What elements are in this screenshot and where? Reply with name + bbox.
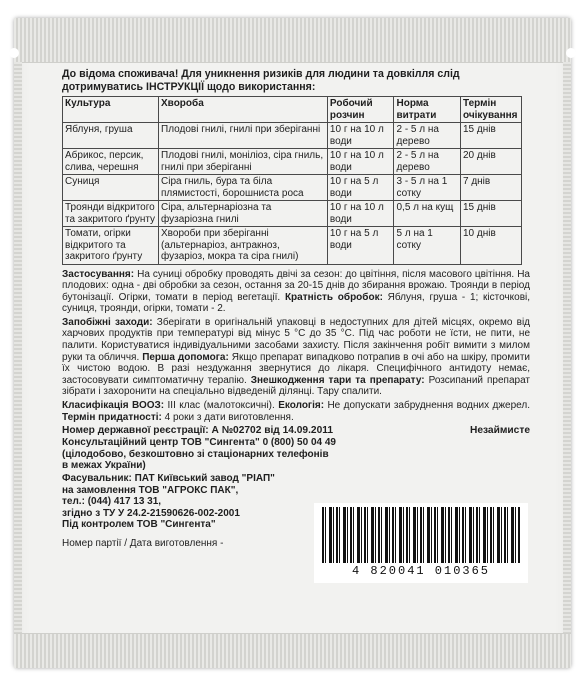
first-aid-label: Перша допомога:: [142, 351, 229, 363]
tear-notch-right: [566, 48, 576, 58]
first-aid-text: Якщо препарат випадково потрапив в очі або на шкіру, промити їх чистою водою. В разі нездужання звернутися до лікаря. Специфічного антидоту немає, застосовувати симптоматичну терапію.: [62, 351, 530, 386]
cell-waiting: 7 днів: [460, 175, 521, 201]
cell-waiting: 10 днів: [460, 227, 521, 265]
batch-date-line: Номер партії / Дата виготовлення -: [62, 538, 224, 550]
ecology-text: Не допускати забруднення водних джерел.: [324, 400, 531, 412]
header-waiting: Термін очікування: [460, 97, 521, 123]
cell-solution: 10 г на 10 л води: [327, 123, 394, 149]
cell-disease: Плодові гнилі, гнилі при зберіганні: [159, 123, 328, 149]
cell-solution: 10 г на 10 л води: [327, 149, 394, 175]
consult-line: в межах України): [62, 460, 146, 472]
left-seal: [14, 62, 22, 634]
cell-crop: Яблуня, груша: [63, 123, 159, 149]
cell-disease: Плодові гнилі, моніліоз, сіра гниль, гнилі при зберіганні: [159, 149, 328, 175]
cell-rate: 3 - 5 л на 1 сотку: [394, 175, 461, 201]
cell-solution: 10 г на 5 л води: [327, 175, 394, 201]
cell-crop: Абрикос, персик, слива, черешня: [63, 149, 159, 175]
cell-solution: 10 г на 10 л води: [327, 201, 394, 227]
usage-table: [62, 96, 522, 265]
top-seal: [14, 18, 571, 63]
cell-crop: Суниця: [63, 175, 159, 201]
classification-section: [62, 400, 530, 423]
header-crop: Культура: [63, 97, 159, 123]
header-rate: Норма витрати: [394, 97, 461, 123]
table-row: [63, 149, 522, 175]
disposal-text: Розсипаний препарат зібрати і захоронити на спеціально відведеній ділянці. Тару спалити.: [62, 374, 530, 398]
precautions-label: Запобіжні заходи:: [62, 316, 153, 328]
packer-line: тел.: (044) 417 13 31,: [62, 496, 162, 508]
cell-solution: 10 г на 5 л води: [327, 227, 394, 265]
right-seal: [563, 62, 571, 634]
header-solution: Робочий розчин: [327, 97, 394, 123]
cell-waiting: 15 днів: [460, 123, 521, 149]
consultation-center: [62, 437, 530, 471]
non-flammable-badge: Незаймисте: [469, 425, 530, 437]
barcode-image: [322, 507, 520, 563]
packer-line: на замовлення ТОВ "АГРОКС ПАК",: [62, 484, 239, 496]
application-label: Застосування:: [62, 268, 135, 280]
classification-label: Класифікація ВООЗ:: [62, 400, 165, 412]
cell-rate: 5 л на 1 сотку: [394, 227, 461, 265]
precautions-text: Зберігати в оригінальній упаковці в недоступних для дітей місцях, окремо від харчових продуктів при температурі від мінус 5 °С до 35 °С. Під час роботи не їсти, не пити, не палити. Користуватися індивідуальними засобами захисту. Після закінчення робіт вимити з милом руки та обличчя.: [62, 316, 530, 363]
table-row: [63, 227, 522, 265]
table-row: [63, 123, 522, 149]
consult-line: (цілодобово, безкоштовно зі стаціонарних телефонів: [62, 448, 329, 460]
bottom-seal: [14, 633, 571, 668]
precautions-section: [62, 317, 530, 398]
cell-crop: Троянди відкритого та закритого ґрунту: [63, 201, 159, 227]
application-section: [62, 269, 530, 315]
packer-line: згідно з ТУ У 24.2-21590626-002-2001: [62, 507, 240, 519]
shelf-life-label: Термін придатності:: [62, 411, 162, 423]
consult-line: Консультаційний центр ТОВ "Сингента" 0 (800) 50 04 49: [62, 437, 336, 449]
ecology-label: Екологія:: [278, 400, 325, 412]
classification-text: III клас (малотоксичні).: [164, 400, 279, 412]
shelf-life-text: 4 роки з дати виготовлення.: [161, 411, 294, 423]
header-disease: Хвороба: [159, 97, 328, 123]
label-text: [62, 68, 531, 579]
cell-waiting: 15 днів: [460, 201, 521, 227]
cell-crop: Томати, огірки відкритого та закритого ґрунту: [63, 227, 159, 265]
frequency-text: Яблуня, груша - 1; кісточкові, суниця, троянди, огірки, томати - 2.: [62, 291, 531, 315]
cell-disease: Хвороби при зберіганні (альтернаріоз, антракноз, фузаріоз, мокра та сіра гнилі): [159, 227, 328, 265]
packer-line: Під контролем ТОВ "Сингента": [62, 519, 216, 531]
table-row: [63, 201, 522, 227]
barcode-number: 4 820041 010365: [351, 564, 491, 579]
consumer-warning: До відома споживача! Для уникнення ризиків для людини та довкілля слід дотримуватись ІНСТРУКЦІЇ щодо використання:: [62, 68, 460, 93]
application-text: На суниці обробку проводять двічі за сезон: до цвітіння, після масового цвітіння. На плодових: одна - дві обробки за сезон, остання за 20-15 днів до збирання врожаю. Троянди в період бутонізації. Огірки, томати в період вегетації.: [62, 268, 530, 303]
cell-rate: 0,5 л на кущ: [394, 201, 461, 227]
table-header-row: [63, 97, 522, 123]
cell-rate: 2 - 5 л на дерево: [394, 149, 461, 175]
tear-notch-left: [9, 48, 19, 58]
disposal-label: Знешкодження тари та препарату:: [250, 374, 425, 386]
cell-rate: 2 - 5 л на дерево: [394, 123, 461, 149]
registration-row: [62, 425, 530, 437]
cell-waiting: 20 днів: [460, 149, 521, 175]
packer-line: Фасувальник: ПАТ Київський завод "РІАП": [62, 473, 275, 485]
manufacturer-block: [62, 425, 530, 579]
cell-disease: Сіра гниль, бура та біла плямистості, борошниста роса: [159, 175, 328, 201]
frequency-label: Кратність обробок:: [284, 291, 383, 303]
registration-number: Номер державної реєстрації: А №02702 від 14.09.2011: [62, 425, 334, 437]
barcode-panel: [314, 503, 528, 583]
cell-disease: Сіра, альтернаріозна та фузаріозна гнилі: [159, 201, 328, 227]
table-row: [63, 175, 522, 201]
